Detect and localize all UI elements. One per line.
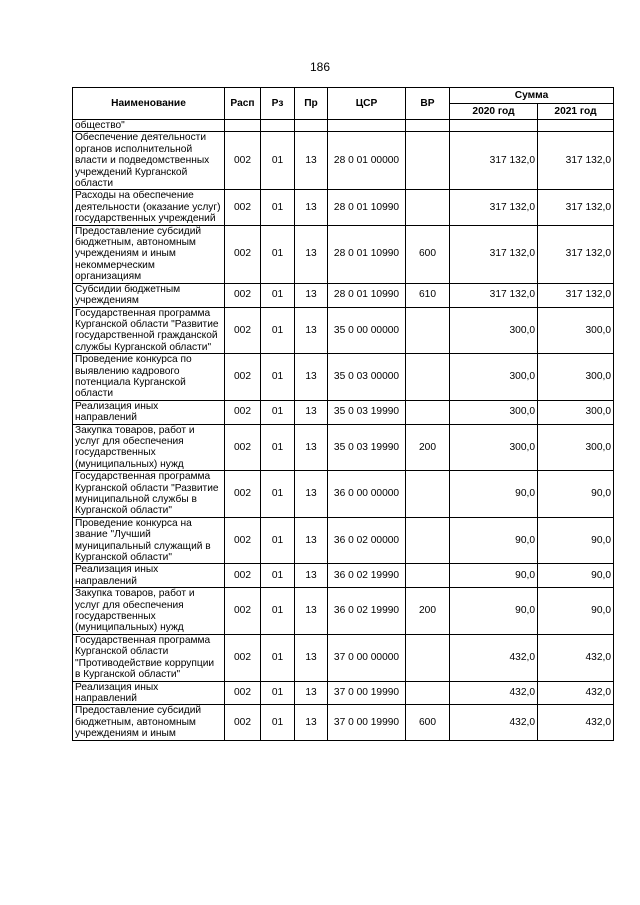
- cell-2020: 300,0: [450, 307, 538, 354]
- cell-2020: 432,0: [450, 681, 538, 705]
- header-rasp: Расп: [225, 88, 261, 120]
- cell-vr: 600: [406, 225, 450, 283]
- cell-vr: [406, 400, 450, 424]
- cell-csr: 28 0 01 10990: [328, 225, 406, 283]
- cell-2020: 317 132,0: [450, 283, 538, 307]
- cell-rasp: 002: [225, 517, 261, 564]
- table-row: [73, 190, 614, 225]
- cell-rz: 01: [261, 190, 295, 225]
- header-rz: Рз: [261, 88, 295, 120]
- cell-2021: 432,0: [538, 681, 614, 705]
- table-row: [73, 132, 614, 190]
- table-row: [73, 354, 614, 401]
- table-row: [73, 471, 614, 518]
- cell-vr: 200: [406, 588, 450, 635]
- cell-pr: 13: [295, 132, 328, 190]
- table-row: [73, 307, 614, 354]
- cell-name: Расходы на обеспечение деятельности (оказание услуг) государственных учреждений: [73, 190, 225, 225]
- cell-name: Обеспечение деятельности органов исполнительной власти и подведомственных учреждений Курганской области: [73, 132, 225, 190]
- cell-csr: 36 0 02 19990: [328, 588, 406, 635]
- cell-pr: 13: [295, 588, 328, 635]
- header-2021: 2021 год: [538, 104, 614, 120]
- cell-name: Предоставление субсидий бюджетным, автономным учреждениям и иным некоммерческим организациям: [73, 225, 225, 283]
- cell-name: Реализация иных направлений: [73, 681, 225, 705]
- table-row: [73, 705, 614, 740]
- cell-2020: 300,0: [450, 424, 538, 471]
- cell-vr: [406, 634, 450, 681]
- cell-pr: 13: [295, 354, 328, 401]
- cell-name: Проведение конкурса на звание "Лучший муниципальный служащий в Курганской области": [73, 517, 225, 564]
- cell-vr: [406, 120, 450, 132]
- cell-pr: 13: [295, 283, 328, 307]
- cell-vr: [406, 681, 450, 705]
- cell-2021: 317 132,0: [538, 283, 614, 307]
- cell-rz: 01: [261, 517, 295, 564]
- cell-csr: 35 0 03 19990: [328, 424, 406, 471]
- cell-name: Реализация иных направлений: [73, 564, 225, 588]
- cell-rasp: 002: [225, 307, 261, 354]
- cell-pr: 13: [295, 705, 328, 740]
- header-sum: Сумма: [450, 88, 614, 104]
- cell-name: Предоставление субсидий бюджетным, автономным учреждениям и иным: [73, 705, 225, 740]
- cell-2020: 90,0: [450, 564, 538, 588]
- cell-rasp: 002: [225, 132, 261, 190]
- cell-vr: 600: [406, 705, 450, 740]
- header-name: Наименование: [73, 88, 225, 120]
- cell-csr: 28 0 01 10990: [328, 190, 406, 225]
- cell-2020: 90,0: [450, 588, 538, 635]
- cell-rz: 01: [261, 307, 295, 354]
- cell-2021: 300,0: [538, 307, 614, 354]
- cell-2021: 90,0: [538, 564, 614, 588]
- table-row: [73, 681, 614, 705]
- cell-vr: [406, 471, 450, 518]
- cell-csr: 37 0 00 19990: [328, 705, 406, 740]
- cell-name: общество": [73, 120, 225, 132]
- cell-2020: 432,0: [450, 634, 538, 681]
- table-row: [73, 120, 614, 132]
- cell-vr: 200: [406, 424, 450, 471]
- cell-2020: [450, 120, 538, 132]
- cell-name: Закупка товаров, работ и услуг для обеспечения государственных (муниципальных) нужд: [73, 424, 225, 471]
- cell-rz: 01: [261, 354, 295, 401]
- cell-rasp: 002: [225, 400, 261, 424]
- cell-vr: [406, 354, 450, 401]
- cell-2020: 432,0: [450, 705, 538, 740]
- cell-vr: [406, 564, 450, 588]
- cell-rasp: 002: [225, 424, 261, 471]
- table-header: [73, 88, 614, 120]
- cell-csr: 35 0 03 19990: [328, 400, 406, 424]
- cell-pr: 13: [295, 190, 328, 225]
- cell-2020: 90,0: [450, 471, 538, 518]
- cell-rz: [261, 120, 295, 132]
- cell-vr: [406, 517, 450, 564]
- table-row: [73, 588, 614, 635]
- table-row: [73, 225, 614, 283]
- cell-name: Субсидии бюджетным учреждениям: [73, 283, 225, 307]
- cell-2021: 432,0: [538, 634, 614, 681]
- cell-csr: 37 0 00 00000: [328, 634, 406, 681]
- cell-rasp: 002: [225, 190, 261, 225]
- table-row: [73, 517, 614, 564]
- cell-rz: 01: [261, 564, 295, 588]
- table-row: [73, 283, 614, 307]
- cell-rasp: 002: [225, 681, 261, 705]
- header-vr: ВР: [406, 88, 450, 120]
- cell-rz: 01: [261, 588, 295, 635]
- table-row: [73, 400, 614, 424]
- cell-rasp: 002: [225, 634, 261, 681]
- cell-rz: 01: [261, 634, 295, 681]
- cell-rz: 01: [261, 705, 295, 740]
- page-number: 186: [309, 60, 331, 74]
- cell-name: Государственная программа Курганской области "Противодействие коррупции в Курганской области": [73, 634, 225, 681]
- cell-rasp: 002: [225, 354, 261, 401]
- cell-name: Государственная программа Курганской области "Развитие государственной гражданской службы Курганской области": [73, 307, 225, 354]
- cell-name: Государственная программа Курганской области "Развитие муниципальной службы в Курганской области": [73, 471, 225, 518]
- cell-vr: [406, 307, 450, 354]
- cell-csr: 36 0 00 00000: [328, 471, 406, 518]
- cell-csr: 28 0 01 10990: [328, 283, 406, 307]
- cell-2020: 90,0: [450, 517, 538, 564]
- cell-vr: [406, 132, 450, 190]
- cell-csr: 35 0 03 00000: [328, 354, 406, 401]
- cell-name: Закупка товаров, работ и услуг для обеспечения государственных (муниципальных) нужд: [73, 588, 225, 635]
- budget-table: [72, 87, 614, 741]
- table-row: [73, 564, 614, 588]
- cell-2021: 90,0: [538, 517, 614, 564]
- cell-rasp: 002: [225, 588, 261, 635]
- cell-2020: 317 132,0: [450, 225, 538, 283]
- cell-rasp: [225, 120, 261, 132]
- header-csr: ЦСР: [328, 88, 406, 120]
- cell-2021: 432,0: [538, 705, 614, 740]
- cell-rasp: 002: [225, 705, 261, 740]
- cell-rz: 01: [261, 132, 295, 190]
- cell-2021: 317 132,0: [538, 190, 614, 225]
- cell-vr: [406, 190, 450, 225]
- cell-2020: 317 132,0: [450, 190, 538, 225]
- cell-csr: [328, 120, 406, 132]
- cell-rz: 01: [261, 283, 295, 307]
- cell-2020: 300,0: [450, 400, 538, 424]
- cell-2021: 90,0: [538, 471, 614, 518]
- cell-rasp: 002: [225, 471, 261, 518]
- cell-rz: 01: [261, 225, 295, 283]
- header-2020: 2020 год: [450, 104, 538, 120]
- cell-2021: 300,0: [538, 354, 614, 401]
- cell-pr: 13: [295, 681, 328, 705]
- cell-pr: 13: [295, 400, 328, 424]
- cell-rz: 01: [261, 471, 295, 518]
- cell-2020: 300,0: [450, 354, 538, 401]
- cell-pr: 13: [295, 564, 328, 588]
- cell-csr: 36 0 02 00000: [328, 517, 406, 564]
- cell-pr: 13: [295, 307, 328, 354]
- cell-pr: 13: [295, 471, 328, 518]
- cell-rasp: 002: [225, 564, 261, 588]
- cell-vr: 610: [406, 283, 450, 307]
- cell-2021: 317 132,0: [538, 132, 614, 190]
- cell-rasp: 002: [225, 283, 261, 307]
- cell-csr: 28 0 01 00000: [328, 132, 406, 190]
- cell-rz: 01: [261, 400, 295, 424]
- cell-rz: 01: [261, 424, 295, 471]
- cell-pr: 13: [295, 424, 328, 471]
- cell-pr: 13: [295, 634, 328, 681]
- cell-csr: 35 0 00 00000: [328, 307, 406, 354]
- header-pr: Пр: [295, 88, 328, 120]
- cell-2021: 300,0: [538, 400, 614, 424]
- cell-2021: 317 132,0: [538, 225, 614, 283]
- table-row: [73, 634, 614, 681]
- table-row: [73, 424, 614, 471]
- cell-rz: 01: [261, 681, 295, 705]
- table-body: [73, 120, 614, 741]
- cell-2021: 300,0: [538, 424, 614, 471]
- cell-pr: [295, 120, 328, 132]
- cell-2020: 317 132,0: [450, 132, 538, 190]
- cell-name: Проведение конкурса по выявлению кадрового потенциала Курганской области: [73, 354, 225, 401]
- cell-rasp: 002: [225, 225, 261, 283]
- cell-pr: 13: [295, 517, 328, 564]
- cell-pr: 13: [295, 225, 328, 283]
- cell-name: Реализация иных направлений: [73, 400, 225, 424]
- cell-2021: [538, 120, 614, 132]
- cell-2021: 90,0: [538, 588, 614, 635]
- cell-csr: 36 0 02 19990: [328, 564, 406, 588]
- cell-csr: 37 0 00 19990: [328, 681, 406, 705]
